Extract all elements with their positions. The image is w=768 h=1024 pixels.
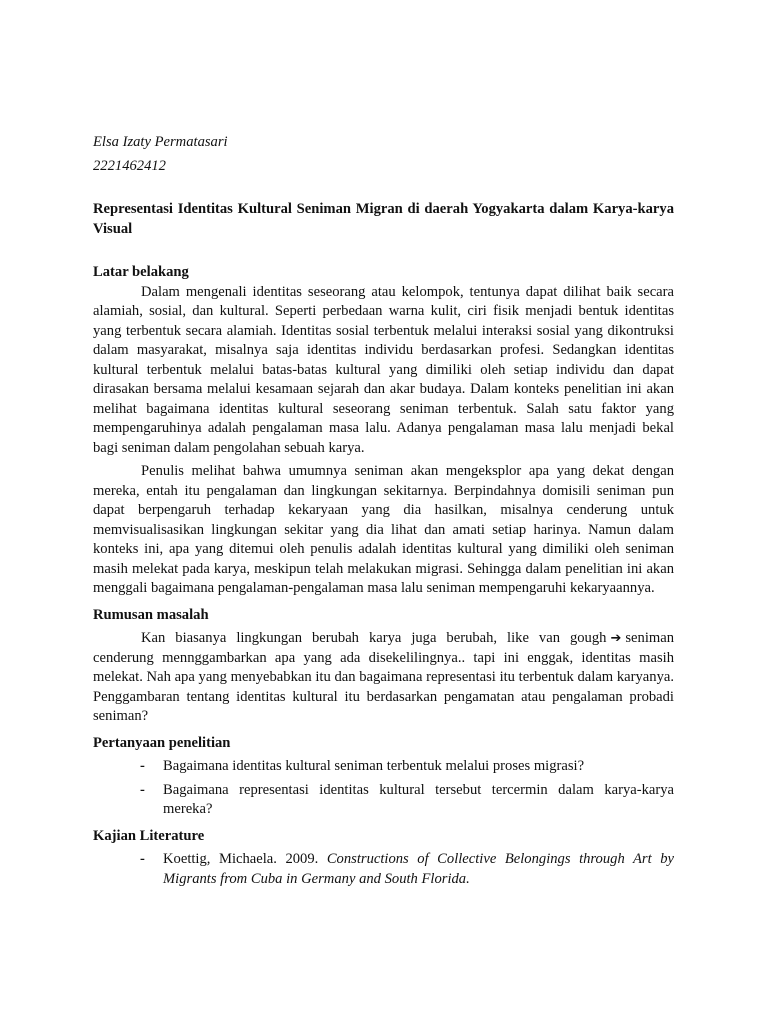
research-questions-list: [93, 757, 674, 820]
paragraph-rumusan: [93, 629, 674, 727]
rumusan-text-before-arrow: Kan biasanya lingkungan berubah karya juga berubah, like van gough: [141, 630, 607, 646]
list-item-text: Bagaimana representasi identitas kultural tersebut tercermin dalam karya-karya mereka?: [163, 781, 674, 817]
list-item: [93, 757, 674, 777]
author-name: Elsa Izaty Permatasari: [93, 134, 228, 150]
section-heading-kajian-literature: Kajian Literature: [93, 827, 205, 844]
reference-author-year: Koettig, Michaela. 2009.: [163, 851, 319, 867]
paragraph: Dalam mengenali identitas seseorang atau kelompok, tentunya dapat dilihat baik secara alamiah, sosial, dan kultural. Seperti perbedaan warna kulit, ciri fisik menjadi bentuk identitas yang terbentuk secara alamiah. Identitas sosial terbentuk melalui interaksi sosial yang dikontruksi dalam masyarakat, misalnya saja identitas individu berdasarkan profesi. Sedangkan identitas kultural terbentuk melalui batas-batas kultural yang dimiliki oleh setiap individu dan dapat dirasakan bersama melalui kesamaan sejarah dan akar budaya. Dalam konteks penelitian ini akan melihat bagaimana identitas kultural seseorang seniman terbentuk. Salah satu faktor yang mempengaruhinya adalah pengalaman masa lalu. Adanya pengalaman masa lalu menjadi bekal bagi seniman dalam pengolahan sebuah karya.: [93, 283, 674, 456]
reference-title: Constructions of Collective Belongings through Art by Migrants from Cuba in Germany and South Florida.: [163, 851, 674, 887]
list-item: [93, 781, 674, 820]
section-heading-rumusan-masalah: Rumusan masalah: [93, 606, 209, 623]
list-item: [93, 850, 674, 889]
arrow-right-icon: ➔: [610, 631, 622, 646]
student-id: 2221462412: [93, 157, 166, 174]
dash-bullet: -: [140, 758, 145, 774]
dash-bullet: -: [140, 851, 145, 867]
list-item-text: Bagaimana identitas kultural seniman terbentuk melalui proses migrasi?: [163, 758, 585, 774]
dash-bullet: -: [140, 781, 145, 798]
rumusan-text-after-arrow: seniman cenderung mennggambarkan apa yang ada disekelilingnya.. tapi ini enggak, identitas masih melekat. Nah apa yang menyebabkan itu dan bagaimana representasi itu terbentuk dalam karyanya. Penggambaran tentang identitas kultural itu berdasarkan pengamatan atau pengalaman probadi seniman?: [93, 630, 674, 724]
section-heading-pertanyaan-penelitian: Pertanyaan penelitian: [93, 734, 231, 751]
literature-list: [93, 850, 674, 889]
document-body: [93, 133, 674, 893]
paragraph: Penulis melihat bahwa umumnya seniman akan mengeksplor apa yang dekat dengan mereka, entah itu pengalaman dan lingkungan sekitarnya. Berpindahnya domisili seniman pun dapat berpengaruh terhadap kekaryaan yang dia hasilkan, misalnya cenderung untuk memvisualisasikan lingkungan sekitar yang dia lihat dan amati setiap harinya. Namun dalam konteks ini, apa yang ditemui oleh penulis adalah identitas kultural yang dimiliki oleh seniman masih melekat pada karya, meskipun telah melakukan migrasi. Sehingga dalam penelitian ini akan menggali bagaimana pengalaman-pengalaman masa lalu seniman mempengaruhi kekaryaannya.: [93, 463, 674, 596]
document-title: Representasi Identitas Kultural Seniman Migran di daerah Yogyakarta dalam Karya-karya Visual: [93, 201, 674, 237]
section-heading-latar-belakang: Latar belakang: [93, 264, 189, 280]
